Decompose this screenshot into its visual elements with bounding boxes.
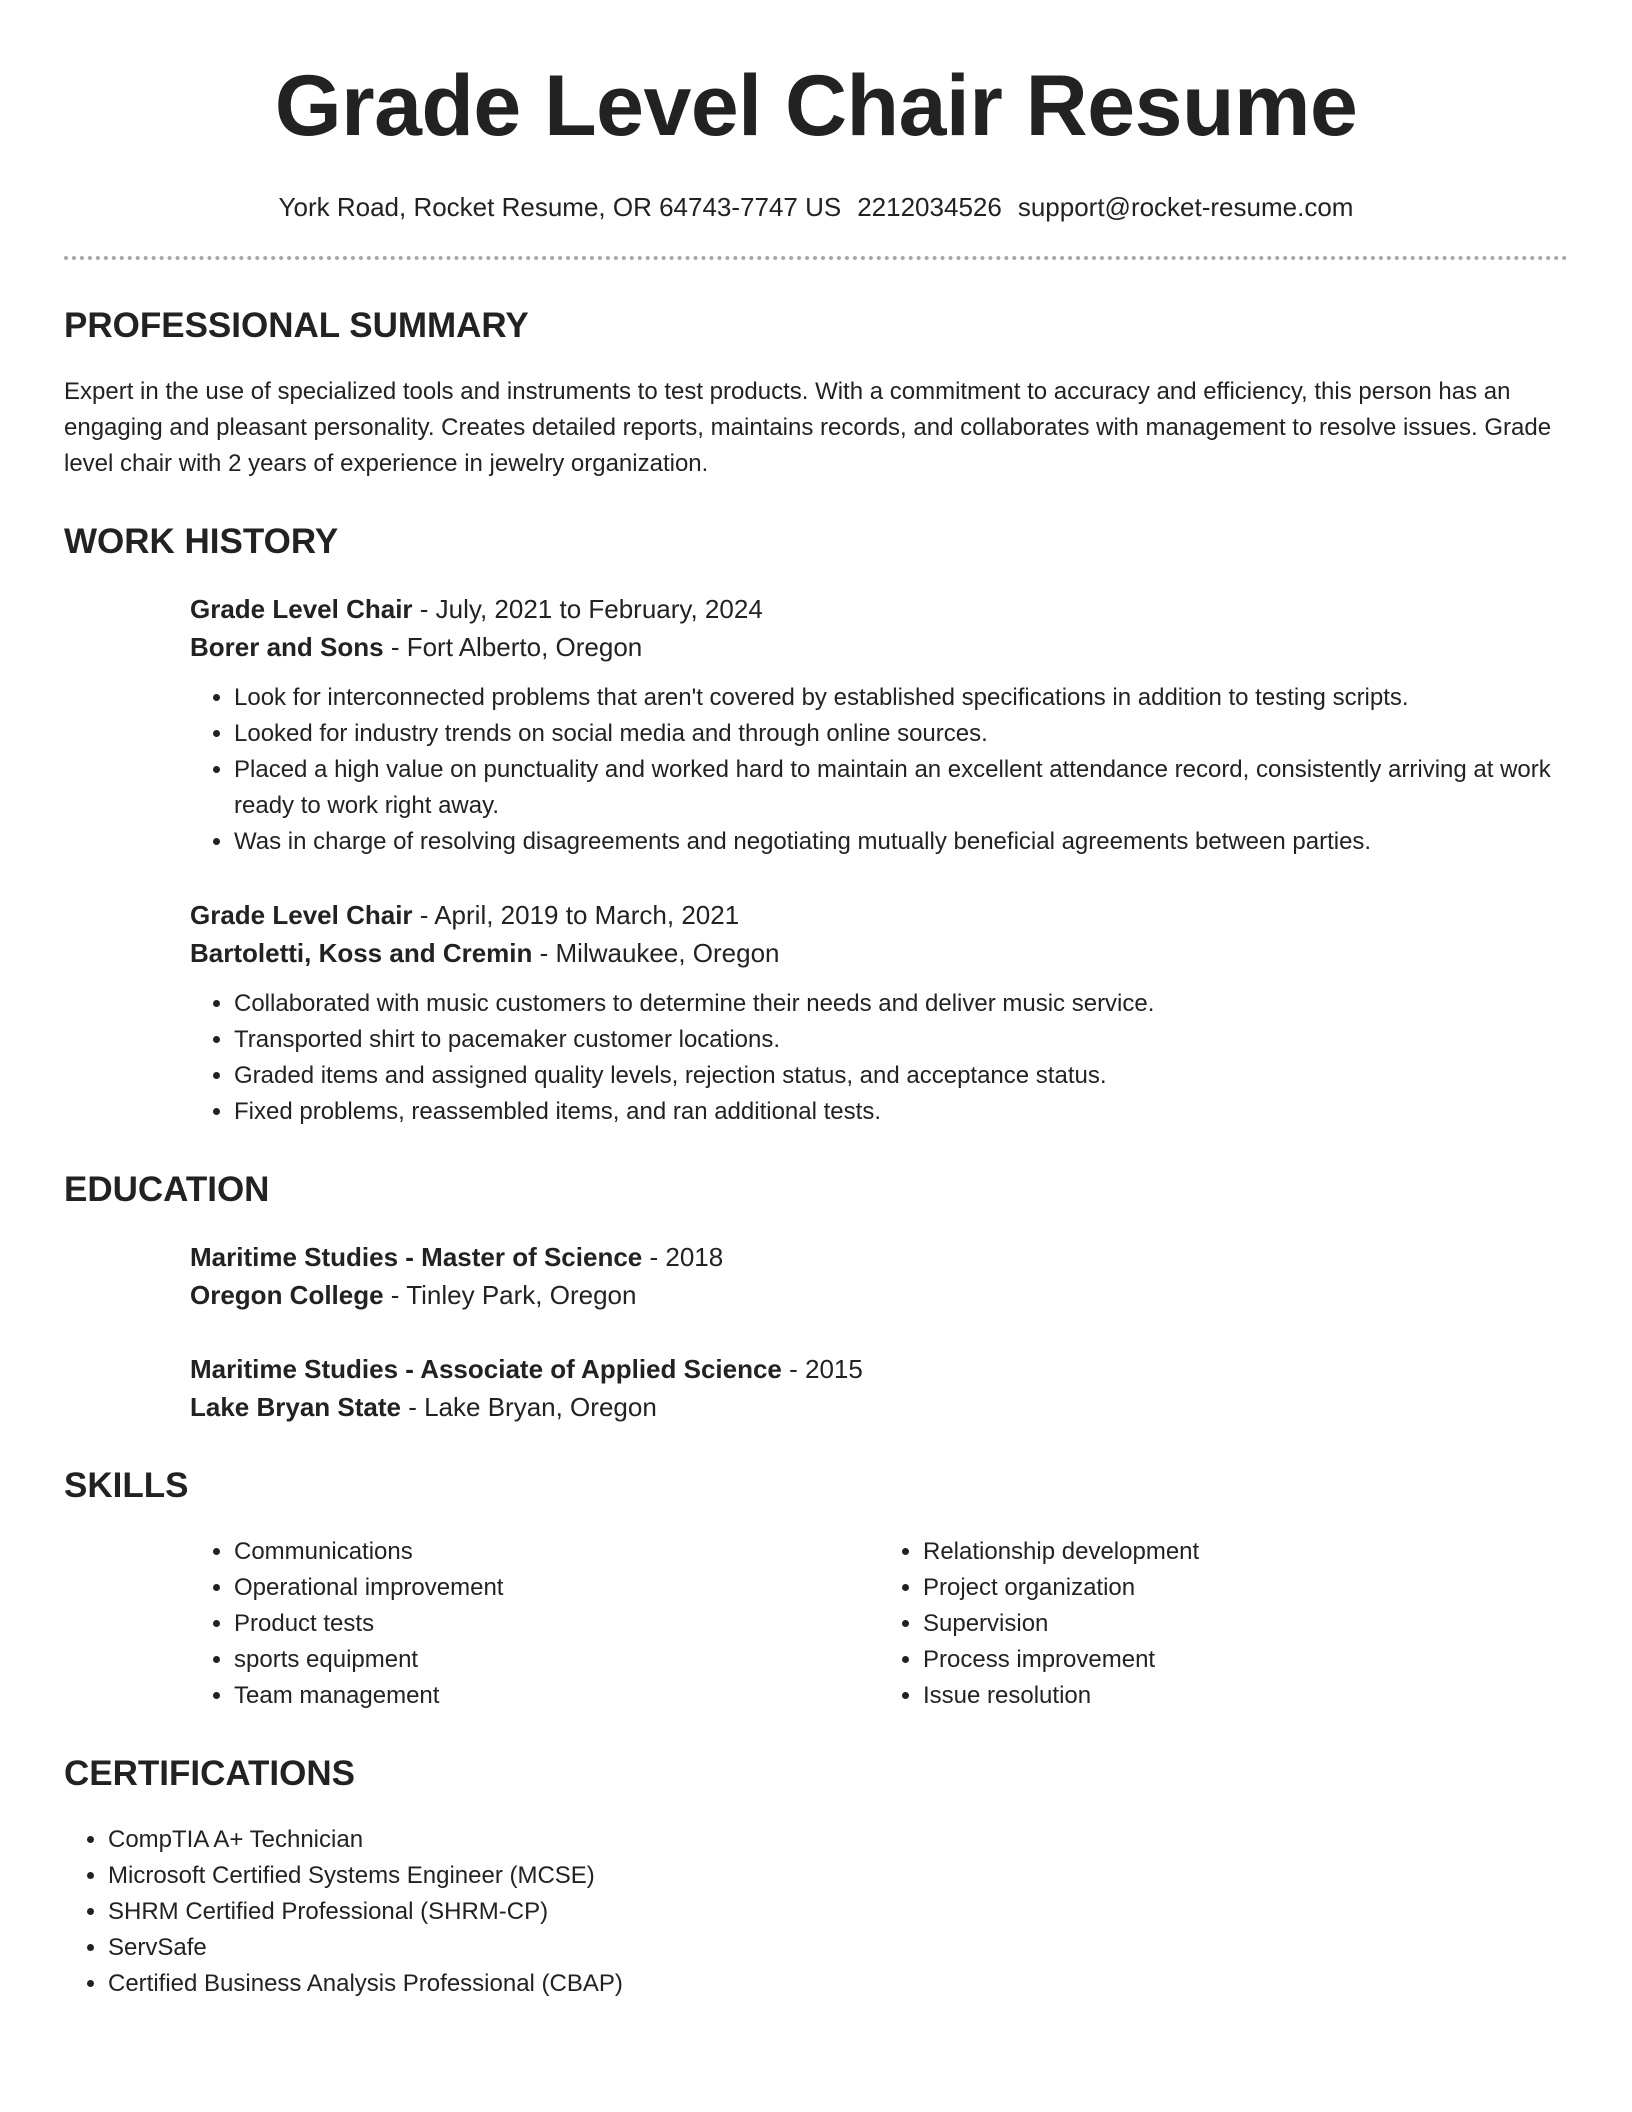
job-dates: - July, 2021 to February, 2024	[412, 594, 763, 624]
school-location: - Tinley Park, Oregon	[383, 1280, 637, 1310]
skills-section	[64, 1466, 1568, 1714]
summary-heading: PROFESSIONAL SUMMARY	[64, 306, 529, 345]
skill-item: • Communications	[234, 1534, 879, 1570]
job-bullets	[190, 680, 1568, 860]
education-entry	[190, 1350, 1568, 1426]
skill-item: • Operational improvement	[234, 1570, 879, 1606]
job-company: Bartoletti, Koss and Cremin	[190, 938, 533, 968]
education-list	[190, 1238, 1568, 1426]
job-bullet: • Looked for industry trends on social media and through online sources.	[234, 716, 1568, 752]
contact-address: York Road, Rocket Resume, OR 64743-7747 US	[278, 192, 842, 222]
job-dates: - April, 2019 to March, 2021	[412, 900, 740, 930]
job-bullets	[190, 986, 1568, 1130]
certification-item: • Certified Business Analysis Professional (CBAP)	[108, 1966, 1568, 2002]
job-bullet: • Transported shirt to pacemaker customer locations.	[234, 1022, 1568, 1058]
certification-item: • SHRM Certified Professional (SHRM-CP)	[108, 1894, 1568, 1930]
job-entry	[190, 590, 1568, 860]
skill-item: • Relationship development	[923, 1534, 1568, 1570]
degree-year: - 2015	[781, 1354, 863, 1384]
school-line	[190, 1276, 1568, 1314]
job-title-line	[190, 590, 1568, 628]
work-history-section	[64, 522, 1568, 1130]
job-title: Grade Level Chair	[190, 900, 413, 930]
certification-item: • CompTIA A+ Technician	[108, 1822, 1568, 1858]
skills-column-left	[190, 1534, 879, 1714]
certification-item: • Microsoft Certified Systems Engineer (MCSE)	[108, 1858, 1568, 1894]
skill-item: • Project organization	[923, 1570, 1568, 1606]
job-entry	[190, 896, 1568, 1130]
contact-phone: 2212034526	[857, 192, 1002, 222]
skill-item: • sports equipment	[234, 1642, 879, 1678]
job-location: - Fort Alberto, Oregon	[383, 632, 643, 662]
skill-item: • Supervision	[923, 1606, 1568, 1642]
degree-line	[190, 1238, 1568, 1276]
certification-item: • ServSafe	[108, 1930, 1568, 1966]
certifications-section	[64, 1754, 1568, 2002]
work-history-heading: WORK HISTORY	[64, 522, 339, 561]
summary-text: Expert in the use of specialized tools and instruments to test products. With a commitment to accuracy and efficiency, this person has an engaging and pleasant personality. Creates detailed reports, maintains records, and collaborates with management to resolve issues. Grade level chair with 2 years of experience in jewelry organization.	[64, 378, 1552, 477]
header-divider	[64, 256, 1568, 260]
job-bullet: • Was in charge of resolving disagreements and negotiating mutually beneficial agreements between parties.	[234, 824, 1568, 860]
job-title: Grade Level Chair	[190, 594, 413, 624]
skill-item: • Issue resolution	[923, 1678, 1568, 1714]
skill-item: • Team management	[234, 1678, 879, 1714]
job-bullet: • Fixed problems, reassembled items, and ran additional tests.	[234, 1094, 1568, 1130]
job-bullet: • Graded items and assigned quality levels, rejection status, and acceptance status.	[234, 1058, 1568, 1094]
degree-name: Maritime Studies - Associate of Applied Science	[190, 1354, 782, 1384]
work-history-list	[190, 590, 1568, 1130]
skills-column-right	[879, 1534, 1568, 1714]
certifications-list	[64, 1822, 1568, 2002]
education-entry	[190, 1238, 1568, 1314]
degree-year: - 2018	[642, 1242, 724, 1272]
job-company-line	[190, 934, 1568, 972]
resume-title: Grade Level Chair Resume	[274, 58, 1358, 154]
school-location: - Lake Bryan, Oregon	[400, 1392, 657, 1422]
contact-line	[64, 192, 1568, 222]
school-name: Lake Bryan State	[190, 1392, 401, 1422]
job-bullet: • Placed a high value on punctuality and worked hard to maintain an excellent attendance record, consistently arriving at work ready to work right away.	[234, 752, 1568, 824]
education-heading: EDUCATION	[64, 1170, 270, 1209]
job-company: Borer and Sons	[190, 632, 384, 662]
job-title-line	[190, 896, 1568, 934]
contact-email: support@rocket-resume.com	[1017, 192, 1354, 222]
job-company-line	[190, 628, 1568, 666]
summary-section	[64, 306, 1568, 482]
skills-heading: SKILLS	[64, 1466, 189, 1505]
job-bullet: • Look for interconnected problems that aren't covered by established specifications in addition to testing scripts.	[234, 680, 1568, 716]
degree-line	[190, 1350, 1568, 1388]
job-bullet: • Collaborated with music customers to determine their needs and deliver music service.	[234, 986, 1568, 1022]
certifications-heading: CERTIFICATIONS	[64, 1754, 356, 1793]
education-section	[64, 1170, 1568, 1426]
degree-name: Maritime Studies - Master of Science	[190, 1242, 643, 1272]
school-line	[190, 1388, 1568, 1426]
job-location: - Milwaukee, Oregon	[532, 938, 780, 968]
skills-grid	[190, 1534, 1568, 1714]
skill-item: • Process improvement	[923, 1642, 1568, 1678]
school-name: Oregon College	[190, 1280, 384, 1310]
skill-item: • Product tests	[234, 1606, 879, 1642]
